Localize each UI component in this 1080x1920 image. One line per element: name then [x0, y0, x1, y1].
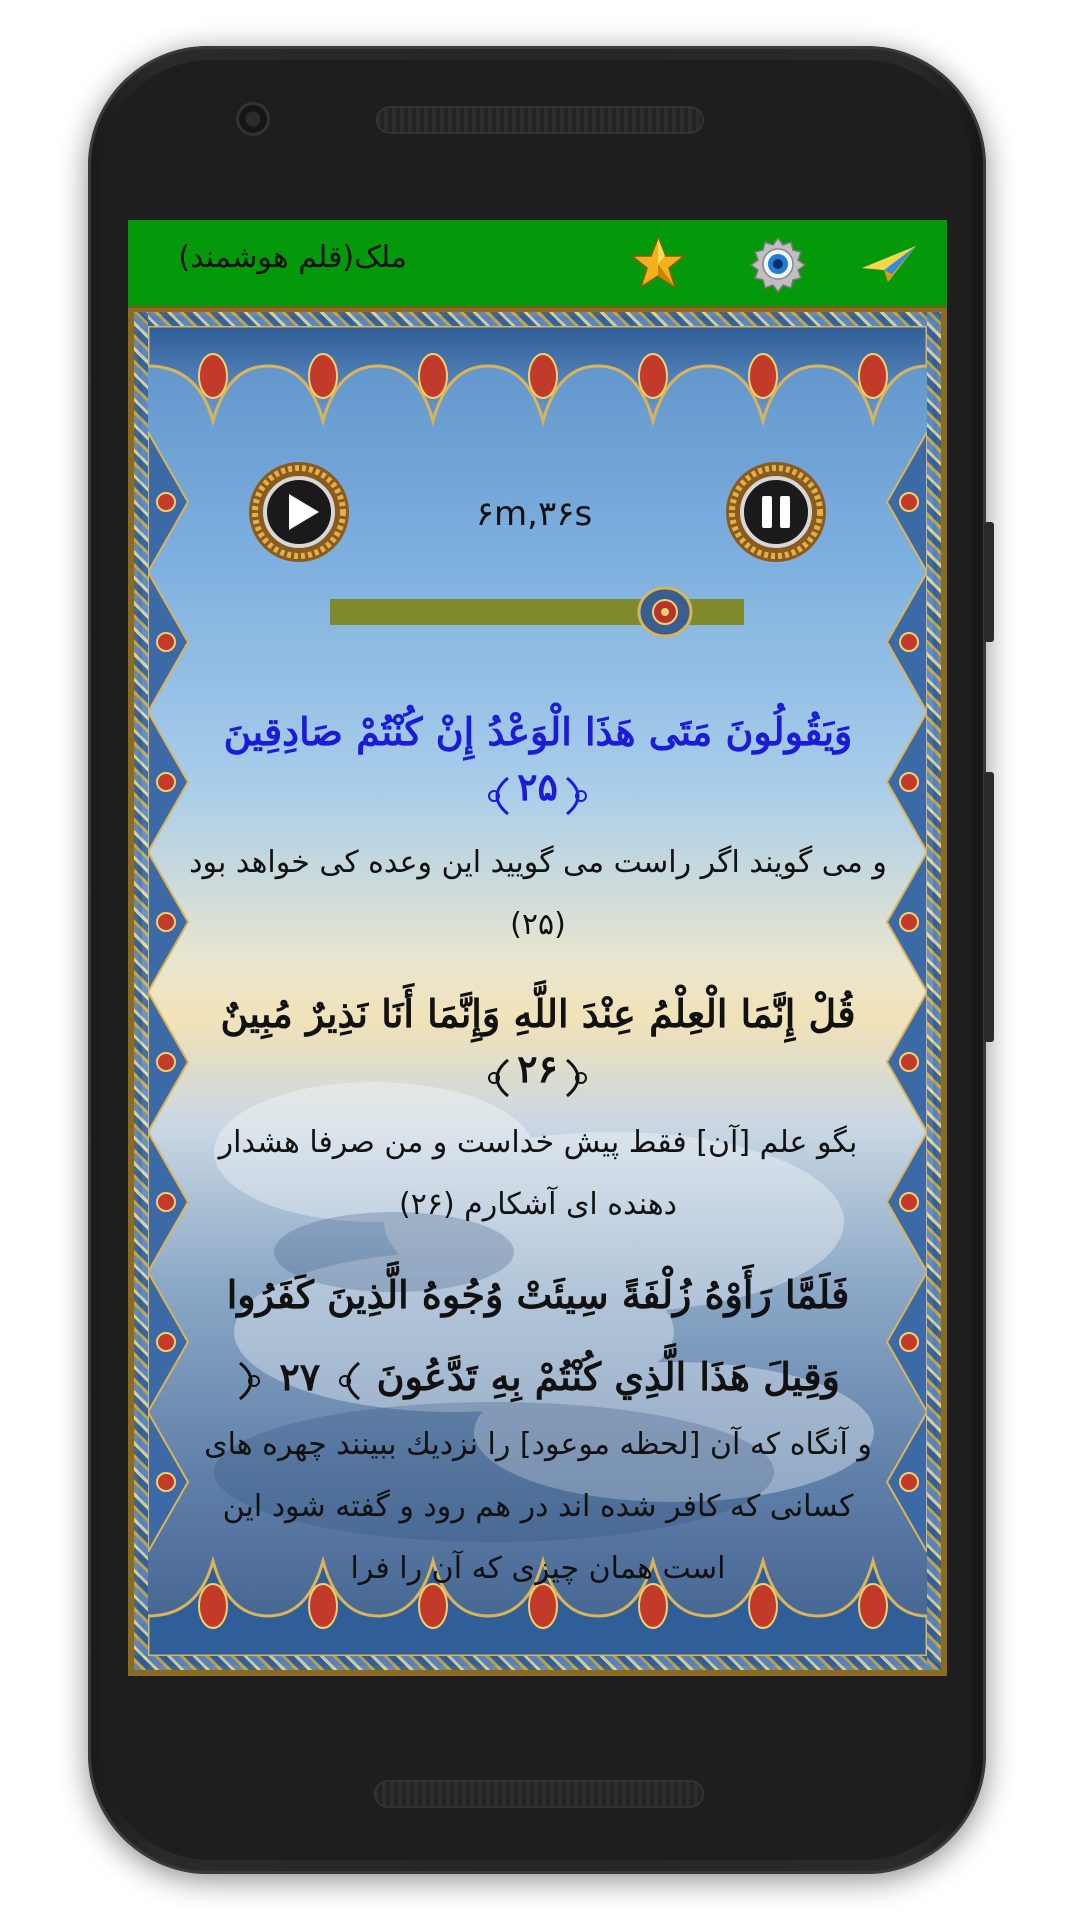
verse-content	[134, 312, 941, 1670]
power-button	[984, 772, 994, 1042]
app-screen	[128, 220, 947, 1676]
play-button[interactable]	[247, 460, 351, 564]
verse-translation-26: بگو علم [آن] فقط پيش خداست و من صرفا هشدار دهنده ای آشكارم (۲۶)	[218, 1125, 858, 1222]
verse-bracket-icon	[482, 774, 512, 818]
verse-arabic-27[interactable]	[188, 1254, 888, 1418]
verse-number-text: ۲۵	[517, 764, 558, 809]
app-title: ملک(قلم هوشمند)	[178, 240, 407, 275]
pause-button[interactable]	[724, 460, 828, 564]
verse-arabic-27-text: فَلَمَّا رَأَوْهُ زُلْفَةً سِيئَتْ وُجُوهُ الَّذِينَ كَفَرُوا وَقِيلَ هَذَا الَّذِي كُنْتُمْ بِهِ تَدَّعُونَ	[226, 1272, 850, 1399]
settings-icon[interactable]	[748, 234, 808, 294]
verse-translation-27: و آنگاه كه آن [لحظه موعود] را نزديك ببينند چهره های كسانی كه كافر شده اند در هم رود و گفته شود اين است همان چيزی كه آن را فرا	[204, 1427, 872, 1586]
send-icon[interactable]	[858, 234, 918, 294]
verse-translation-25: و می گويند اگر راست می گوييد اين وعده كی خواهد بود (۲۵)	[189, 845, 887, 942]
verse-bracket-icon	[482, 1056, 512, 1100]
volume-button	[984, 522, 994, 642]
elapsed-time: ۶m,۳۶s	[475, 494, 593, 534]
seek-thumb[interactable]	[637, 586, 693, 638]
verse-bracket-icon	[333, 1359, 363, 1403]
ornamental-frame	[134, 312, 941, 1670]
bottom-speaker	[374, 1780, 704, 1808]
verse-bracket-icon	[236, 1359, 266, 1403]
verse-arabic-25[interactable]: وَيَقُولُونَ مَتَى هَذَا الْوَعْدُ إِنْ كُنْتُمْ صَادِقِينَ	[223, 709, 853, 754]
verse-bracket-icon	[563, 1056, 593, 1100]
verse-arabic-26[interactable]: قُلْ إِنَّمَا الْعِلْمُ عِنْدَ اللَّهِ وَإِنَّمَا أَنَا نَذِيرٌ مُبِينٌ	[220, 991, 856, 1036]
pause-icon	[762, 496, 772, 528]
front-camera	[236, 102, 270, 136]
verse-bracket-icon	[563, 774, 593, 818]
verse-number-25	[134, 764, 941, 818]
app-bar	[128, 220, 947, 308]
verse-number-text: ۲۶	[517, 1046, 558, 1091]
verse-number-26	[134, 1046, 941, 1100]
star-icon[interactable]	[628, 234, 688, 294]
verse-number-27: ۲۷	[279, 1354, 321, 1399]
earpiece-speaker	[376, 106, 704, 134]
